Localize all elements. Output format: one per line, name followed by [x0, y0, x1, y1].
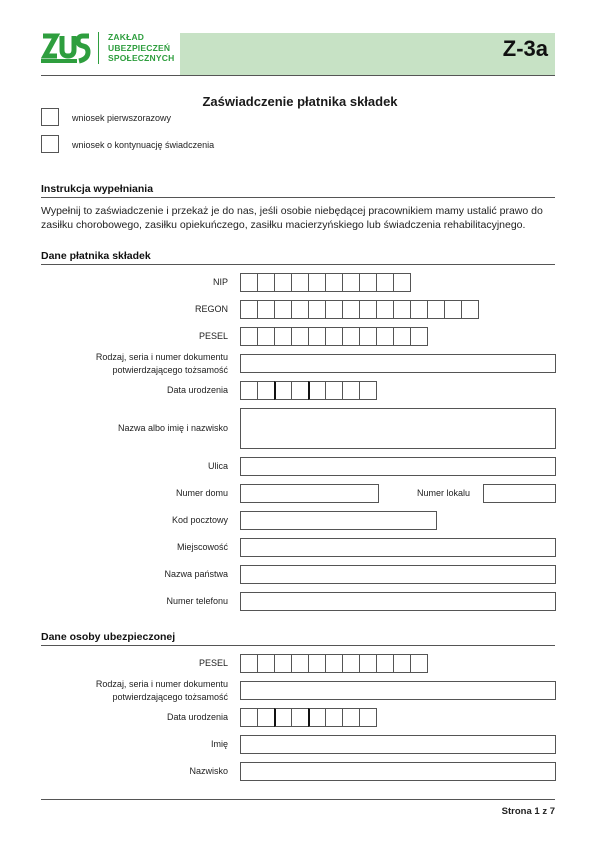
insured-first-name-field[interactable] [240, 735, 556, 754]
char-cell[interactable] [308, 300, 326, 319]
char-cell[interactable] [444, 300, 462, 319]
org-name-line: ZAKŁAD [108, 32, 145, 42]
label-line: Rodzaj, seria i numer dokumentu [95, 679, 228, 689]
checkbox-first-request[interactable] [41, 108, 59, 126]
section-divider [41, 645, 555, 646]
zus-logo [41, 32, 91, 64]
payer-id-document-field[interactable] [240, 354, 556, 373]
char-cell[interactable] [240, 708, 258, 727]
char-cell[interactable] [325, 708, 343, 727]
payer-apartment-number-field[interactable] [483, 484, 556, 503]
insured-last-name-field[interactable] [240, 762, 556, 781]
char-cell[interactable] [291, 327, 309, 346]
char-cell[interactable] [410, 300, 428, 319]
char-cell[interactable] [342, 381, 360, 400]
insured-section-heading: Dane osoby ubezpieczonej [41, 631, 176, 643]
char-cell[interactable] [291, 273, 309, 292]
char-cell[interactable] [359, 300, 377, 319]
payer-nip-label: NIP [212, 277, 228, 287]
payer-name-label: Nazwa albo imię i nazwisko [117, 423, 228, 433]
char-cell[interactable] [240, 300, 258, 319]
payer-name-field[interactable] [240, 408, 556, 449]
char-cell[interactable] [376, 300, 394, 319]
header-divider [41, 75, 555, 76]
char-cell[interactable] [410, 654, 428, 673]
payer-street-field[interactable] [240, 457, 556, 476]
char-cell[interactable] [325, 300, 343, 319]
char-cell[interactable] [274, 708, 292, 727]
char-cell[interactable] [342, 273, 360, 292]
char-cell[interactable] [308, 708, 326, 727]
org-name [108, 32, 174, 64]
instructions-text: Wypełnij to zaświadczenie i przekaż je do nas, jeśli osobie niebędącej pracownikiem mamy ustalić prawo do zasiłku chorobowego, zasiłku opiekuńczego, zasiłku macierzyńskiego lub świadczenia rehabilitacyjnego. [41, 205, 543, 231]
char-cell[interactable] [393, 300, 411, 319]
char-cell[interactable] [257, 273, 275, 292]
insured-first-name-label: Imię [210, 739, 228, 749]
char-cell[interactable] [376, 327, 394, 346]
char-cell[interactable] [410, 327, 428, 346]
char-cell[interactable] [274, 300, 292, 319]
char-cell[interactable] [257, 300, 275, 319]
header-band [180, 33, 555, 75]
char-cell[interactable] [325, 654, 343, 673]
payer-postal-code-label: Kod pocztowy [171, 515, 228, 525]
char-cell[interactable] [240, 273, 258, 292]
org-name-line: SPOŁECZNYCH [108, 53, 175, 63]
payer-regon-field[interactable] [240, 300, 479, 319]
char-cell[interactable] [342, 708, 360, 727]
char-cell[interactable] [240, 654, 258, 673]
form-code: Z-3a [502, 36, 548, 61]
char-cell[interactable] [359, 708, 377, 727]
char-cell[interactable] [291, 381, 309, 400]
insured-birth-date-field[interactable] [240, 708, 377, 727]
section-divider [41, 264, 555, 265]
payer-street-label: Ulica [207, 461, 228, 471]
document-title [0, 94, 600, 109]
char-cell[interactable] [274, 381, 292, 400]
footer-divider [41, 799, 555, 800]
payer-birth-date-label: Data urodzenia [166, 385, 228, 395]
insured-pesel-label: PESEL [198, 658, 228, 668]
document-title-text: Zaświadczenie płatnika składek [202, 94, 398, 109]
char-cell[interactable] [342, 300, 360, 319]
instructions-heading: Instrukcja wypełniania [41, 183, 154, 195]
logo-separator [98, 32, 99, 64]
char-cell[interactable] [240, 327, 258, 346]
org-name-line: UBEZPIECZEŃ [108, 42, 171, 53]
char-cell[interactable] [274, 327, 292, 346]
char-cell[interactable] [359, 273, 377, 292]
char-cell[interactable] [257, 708, 275, 727]
payer-apartment-number-label: Numer lokalu [417, 488, 471, 498]
label-line: potwierdzającego tożsamość [112, 365, 228, 375]
char-cell[interactable] [308, 654, 326, 673]
char-cell[interactable] [291, 708, 309, 727]
char-cell[interactable] [393, 273, 411, 292]
char-cell[interactable] [291, 300, 309, 319]
payer-country-label: Nazwa państwa [164, 569, 228, 579]
insured-birth-date-label: Data urodzenia [166, 712, 228, 722]
char-cell[interactable] [461, 300, 479, 319]
insured-pesel-field[interactable] [240, 654, 428, 673]
char-cell[interactable] [376, 273, 394, 292]
payer-house-number-field[interactable] [240, 484, 379, 503]
checkbox-continuation-request[interactable] [41, 135, 59, 153]
char-cell[interactable] [308, 273, 326, 292]
char-cell[interactable] [257, 654, 275, 673]
payer-city-field[interactable] [240, 538, 556, 557]
payer-phone-field[interactable] [240, 592, 556, 611]
char-cell[interactable] [393, 327, 411, 346]
char-cell[interactable] [359, 654, 377, 673]
payer-country-field[interactable] [240, 565, 556, 584]
checkbox-first-request-label: wniosek pierwszorazowy [72, 113, 172, 123]
char-cell[interactable] [274, 273, 292, 292]
char-cell[interactable] [393, 654, 411, 673]
char-cell[interactable] [376, 654, 394, 673]
char-cell[interactable] [291, 654, 309, 673]
label-line: potwierdzającego tożsamość [112, 692, 228, 702]
insured-id-document-label [38, 678, 228, 704]
char-cell[interactable] [427, 300, 445, 319]
section-divider [41, 197, 555, 198]
char-cell[interactable] [308, 381, 326, 400]
char-cell[interactable] [359, 381, 377, 400]
char-cell[interactable] [274, 654, 292, 673]
char-cell[interactable] [325, 381, 343, 400]
char-cell[interactable] [257, 327, 275, 346]
payer-section-heading: Dane płatnika składek [41, 250, 151, 262]
payer-id-document-label [38, 351, 228, 377]
char-cell[interactable] [342, 327, 360, 346]
payer-regon-label: REGON [194, 304, 228, 314]
payer-nip-field[interactable] [240, 273, 411, 292]
payer-postal-code-field[interactable] [240, 511, 437, 530]
payer-pesel-label: PESEL [198, 331, 228, 341]
char-cell[interactable] [359, 327, 377, 346]
checkbox-continuation-request-label: wniosek o kontynuację świadczenia [72, 140, 215, 150]
char-cell[interactable] [325, 273, 343, 292]
payer-phone-label: Numer telefonu [166, 596, 228, 606]
page-number: Strona 1 z 7 [501, 806, 555, 817]
payer-city-label: Miejscowość [176, 542, 228, 552]
label-line: Rodzaj, seria i numer dokumentu [95, 352, 228, 362]
char-cell[interactable] [308, 327, 326, 346]
char-cell[interactable] [240, 381, 258, 400]
payer-house-number-label: Numer domu [175, 488, 228, 498]
char-cell[interactable] [257, 381, 275, 400]
insured-last-name-label: Nazwisko [189, 766, 228, 776]
insured-id-document-field[interactable] [240, 681, 556, 700]
char-cell[interactable] [325, 327, 343, 346]
payer-birth-date-field[interactable] [240, 381, 377, 400]
payer-pesel-field[interactable] [240, 327, 428, 346]
char-cell[interactable] [342, 654, 360, 673]
